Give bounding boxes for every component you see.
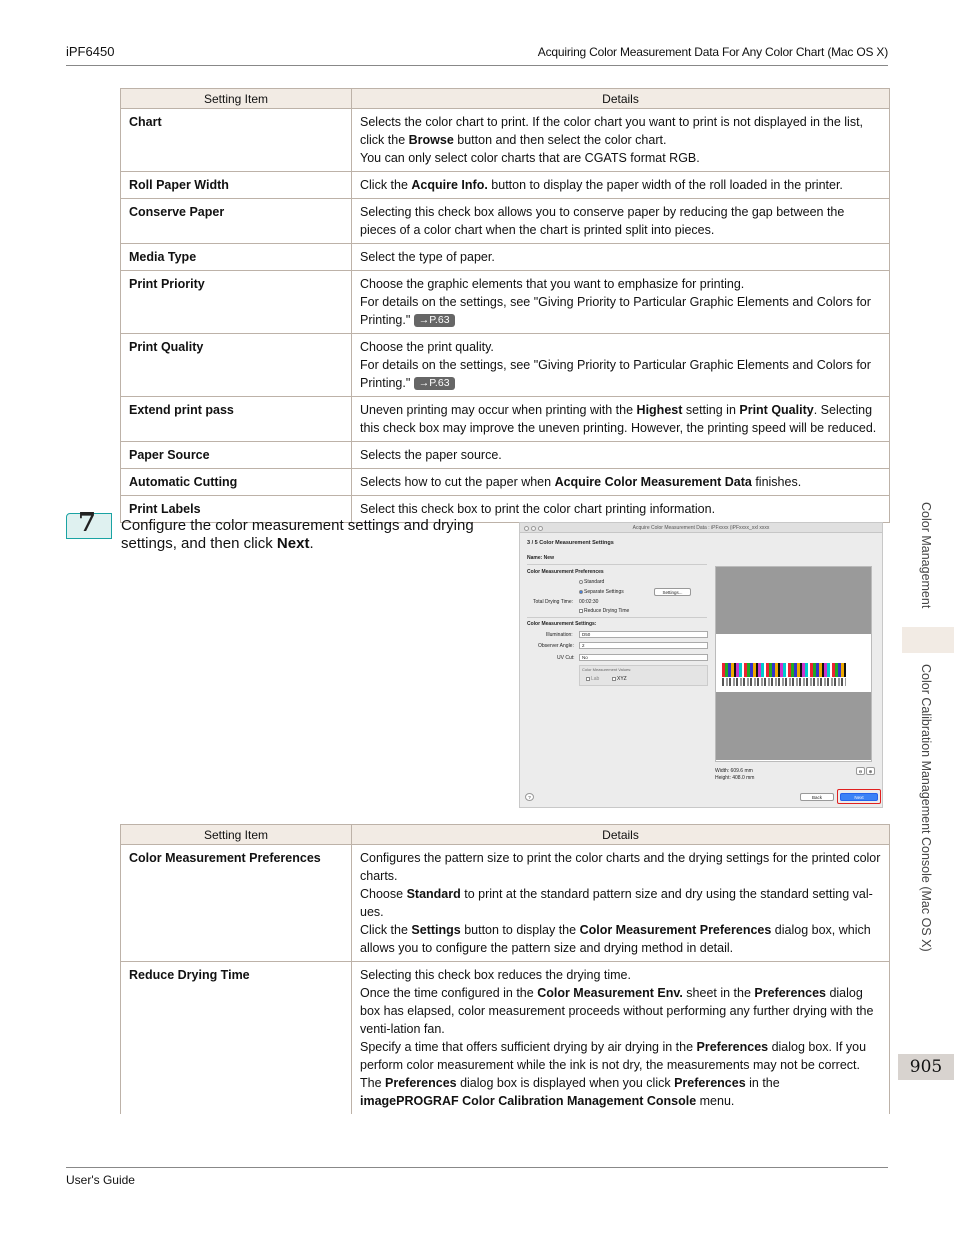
setting-details: Select this check box to print the color chart printing information.	[352, 496, 890, 523]
setting-item: Color Measurement Preferences	[121, 845, 352, 962]
setting-details: Uneven printing may occur when printing with the Highest setting in Print Quality. Selecting this check box may improve the uneven printing. However, the printing speed will be reduced.	[352, 397, 890, 442]
help-button[interactable]: ?	[525, 793, 534, 801]
setting-item: Reduce Drying Time	[121, 962, 352, 1115]
table-row	[121, 199, 890, 244]
setting-item: Extend print pass	[121, 397, 352, 442]
table-row	[121, 172, 890, 199]
observer-select[interactable]: 2	[579, 642, 708, 649]
settings-table-measurement	[120, 824, 890, 1114]
footer-divider	[66, 1167, 888, 1168]
dialog-screenshot	[519, 522, 883, 808]
values-group	[579, 665, 708, 686]
setting-details: Choose the graphic elements that you want to emphasize for printing. For details on the settings, see "Giving Priority to Particular Graphic Elements and Colors for Printing." →P.63	[352, 271, 890, 334]
setting-details: Selects how to cut the paper when Acquire Color Measurement Data finishes.	[352, 469, 890, 496]
table-row	[121, 244, 890, 271]
total-drying-value: 00:02:30	[579, 599, 599, 605]
col-details: Details	[352, 89, 890, 109]
lab-checkbox[interactable]: Lab	[586, 676, 599, 682]
divider	[527, 617, 707, 618]
option-standard[interactable]: Standard	[579, 579, 604, 585]
next-highlight	[837, 789, 881, 804]
table-row	[121, 469, 890, 496]
chart-width: Width: 609.6 mm	[715, 768, 753, 774]
setting-item: Print Priority	[121, 271, 352, 334]
preview-gray-bottom	[716, 692, 871, 760]
checkbox-icon	[579, 609, 583, 613]
setting-details: Selecting this check box reduces the drying time. Once the time configured in the Color Measurement Env. sheet in the Preferences dialog box has elapsed, color measurement proceeds without performing any further drying with the venti-lation fan. Specify a time that offers sufficient drying by air drying in the Preferences dialog box. If you perform color measurement while the ink is not dry, the measurements may not be correct. The Preferences dialog box is displayed when you click Preferences in the imagePROGRAF Color Calibration Management Console menu.	[352, 962, 890, 1115]
prefs-heading: Color Measurement Preferences	[527, 569, 604, 575]
uvcut-select[interactable]: No	[579, 654, 708, 661]
setting-details: Selects the color chart to print. If the color chart you want to print is not displayed in the list, click the Browse button and then select the color chart. You can only select color charts that are CGATS format RGB.	[352, 109, 890, 172]
step-instruction: Configure the color measurement settings and drying settings, and then click Next.	[121, 517, 474, 552]
chart-preview	[715, 566, 872, 762]
table-row	[121, 962, 890, 1115]
dialog-step-title: 3 / 5 Color Measurement Settings	[527, 540, 614, 546]
divider	[527, 564, 707, 565]
header-model: iPF6450	[66, 44, 115, 59]
setting-details: Selecting this check box allows you to conserve paper by reducing the gap between the pieces of a color chart when the chart is printed split into pieces.	[352, 199, 890, 244]
setting-details: Click the Acquire Info. button to display the paper width of the roll loaded in the printer.	[352, 172, 890, 199]
zoom-out-icon[interactable]: ⊖	[856, 767, 865, 775]
dialog-title: Acquire Color Measurement Data : iPFxxxx (iPFxxxx_xxl xxxx	[632, 525, 770, 531]
minimize-dot-icon	[531, 526, 536, 531]
back-button[interactable]: Back	[800, 793, 834, 801]
zoom-dot-icon	[538, 526, 543, 531]
values-label: Color Measurement Values:	[582, 667, 632, 672]
zoom-in-icon[interactable]: ⊕	[866, 767, 875, 775]
setting-item: Media Type	[121, 244, 352, 271]
close-dot-icon	[524, 526, 529, 531]
side-chapter: Color Management	[919, 502, 933, 609]
setting-details: Select the type of paper.	[352, 244, 890, 271]
table-row	[121, 442, 890, 469]
setting-details: Choose the print quality. For details on the settings, see "Giving Priority to Particular Graphic Elements and Colors for Printing." →P.63	[352, 334, 890, 397]
checkbox-icon	[612, 677, 616, 681]
setting-item: Chart	[121, 109, 352, 172]
table-row	[121, 397, 890, 442]
table-row	[121, 109, 890, 172]
reduce-drying-checkbox[interactable]: Reduce Drying Time	[579, 608, 629, 614]
table-row	[121, 271, 890, 334]
setting-item: Roll Paper Width	[121, 172, 352, 199]
radio-icon	[579, 580, 583, 584]
setting-item: Print Labels	[121, 496, 352, 523]
side-section: Color Calibration Management Console (Mac OS X)	[919, 664, 933, 952]
chart-height: Height: 408.0 mm	[715, 775, 755, 781]
illum-label: Illumination:	[546, 632, 573, 638]
setting-details: Configures the pattern size to print the color charts and the drying settings for the printed color charts. Choose Standard to print at the standard pattern size and dry using the standard setting val-ues. Click the Settings button to display the Color Measurement Preferences dialog box, which allows you to configure the pattern size and drying method in detail.	[352, 845, 890, 962]
xyz-checkbox[interactable]: XYZ	[612, 676, 627, 682]
col-setting-item: Setting Item	[121, 825, 352, 845]
setting-item: Paper Source	[121, 442, 352, 469]
page-number: 905	[898, 1054, 954, 1080]
preview-gray-top	[716, 567, 871, 634]
settings-button[interactable]: Settings...	[654, 588, 691, 596]
table-row	[121, 845, 890, 962]
setting-details: Selects the paper source.	[352, 442, 890, 469]
setting-item: Print Quality	[121, 334, 352, 397]
settings-table-print	[120, 88, 890, 523]
setting-item: Conserve Paper	[121, 199, 352, 244]
footer-guide: User's Guide	[66, 1173, 135, 1187]
side-tab-marker	[902, 627, 954, 653]
preview-label-strip	[722, 678, 846, 686]
total-drying-label: Total Drying Time:	[533, 599, 574, 605]
preview-color-patches	[722, 663, 846, 677]
illum-select[interactable]: D50	[579, 631, 708, 638]
observer-label: Observer Angle:	[538, 643, 574, 649]
checkbox-icon	[586, 677, 590, 681]
col-setting-item: Setting Item	[121, 89, 352, 109]
header-divider	[66, 65, 888, 66]
dialog-titlebar	[520, 523, 882, 533]
header-section-title: Acquiring Color Measurement Data For Any Color Chart (Mac OS X)	[537, 45, 888, 59]
table-row	[121, 334, 890, 397]
option-separate[interactable]: Separate Settings	[579, 589, 624, 595]
dialog-name: Name: New	[527, 555, 554, 561]
radio-selected-icon	[579, 590, 583, 594]
next-button[interactable]: Next	[840, 793, 878, 801]
col-details: Details	[352, 825, 890, 845]
uvcut-label: UV Cut:	[557, 655, 575, 661]
meas-heading: Color Measurement Settings:	[527, 621, 597, 627]
step-number: 7	[78, 508, 97, 538]
setting-item: Automatic Cutting	[121, 469, 352, 496]
